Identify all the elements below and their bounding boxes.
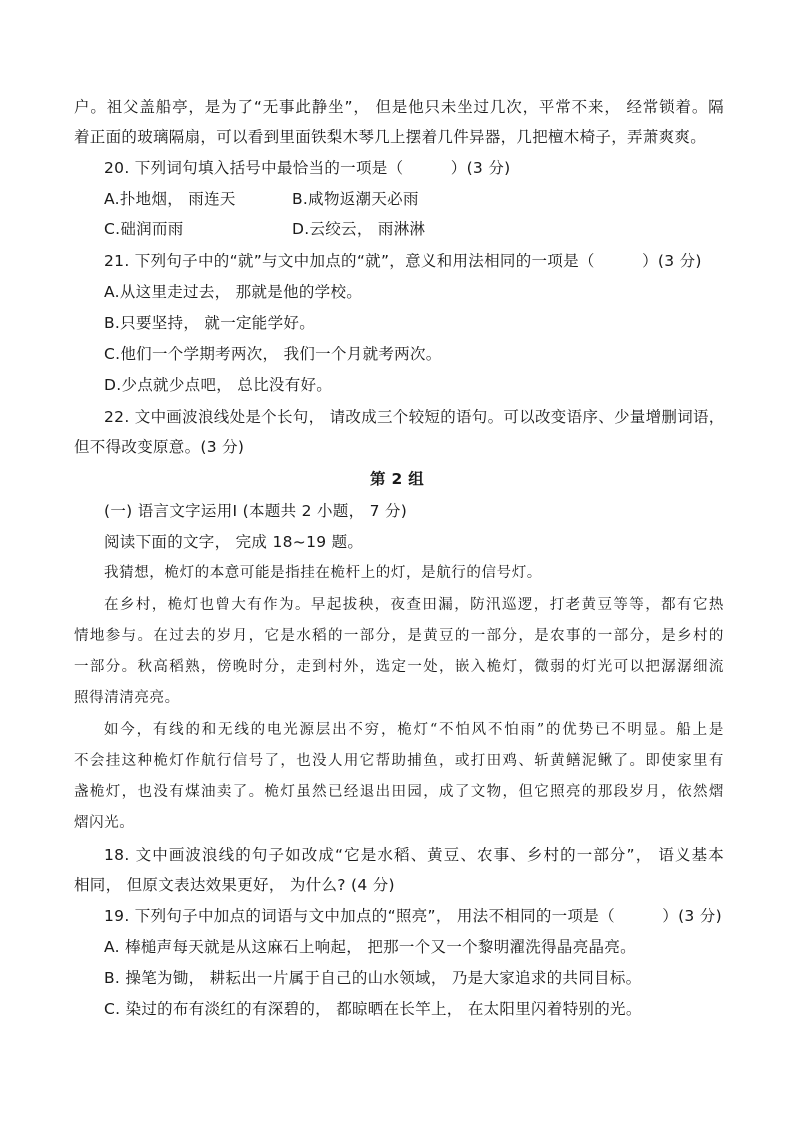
question-21-option-b: B.只要坚持， 就一定能学好。	[104, 314, 315, 332]
question-20-stem: 20. 下列词句填入括号中最恰当的一项是（ ）(3 分)	[104, 159, 511, 177]
question-21-option-c: C.他们一个学期考两次， 我们一个月就考两次。	[104, 345, 442, 363]
passage-continuation-line-2: 着正面的玻璃隔扇，可以看到里面铁梨木琴几上摆着几件异器，几把檀木椅子，弄萧爽爽。	[74, 128, 707, 146]
passage-paragraph-3-line-1: 如今，有线的和无线的电光源层出不穷，桅灯“不怕风不怕雨”的优势已不明显。船上是	[104, 722, 724, 738]
question-18-line-2: 相同， 但原文表达效果更好， 为什么? (4 分)	[74, 876, 395, 894]
passage-paragraph-1: 我猜想，桅灯的本意可能是指挂在桅杆上的灯，是航行的信号灯。	[104, 565, 542, 581]
question-21-stem: 21. 下列句子中的“就”与文中加点的“就”，意义和用法相同的一项是（ ）(3 分)	[104, 252, 702, 270]
passage-continuation-line-1: 户。祖父盖船亭，是为了“无事此静坐”， 但是他只未坐过几次，平常不来， 经常锁着。隔	[74, 98, 724, 116]
passage-paragraph-3-line-2: 不会挂这种桅灯作航行信号了，也没人用它帮助捕鱼，或打田鸡、斩黄鳝泥鳅了。即使家里有	[74, 753, 724, 769]
passage-paragraph-3-line-3: 盏桅灯，也没有煤油卖了。桅灯虽然已经退出田园，成了文物，但它照亮的那段岁月，依然熠	[74, 784, 724, 800]
passage-paragraph-3-line-4: 熠闪光。	[74, 815, 135, 831]
question-19-option-a: A. 棒槌声每天就是从这麻石上响起， 把那一个又一个黎明濯洗得晶亮晶亮。	[104, 938, 636, 956]
question-18-line-1: 18. 文中画波浪线的句子如改成“它是水稻、黄豆、农事、乡村的一部分”， 语义基本	[104, 846, 724, 864]
reading-instruction: 阅读下面的文字， 完成 18~19 题。	[104, 533, 364, 551]
group-heading: 第 2 组	[369, 470, 425, 488]
question-20-option-a: A.扑地烟， 雨连天	[104, 190, 236, 208]
passage-paragraph-2-line-4: 照得清清亮亮。	[74, 690, 180, 706]
question-21-option-d: D.少点就少点吧， 总比没有好。	[104, 376, 333, 394]
question-19-option-c: C. 染过的布有淡红的有深碧的， 都晾晒在长竿上， 在太阳里闪着特别的光。	[104, 1000, 642, 1018]
question-21-option-a: A.从这里走过去， 那就是他的学校。	[104, 283, 363, 301]
question-20-option-b: B.咸物返潮天必雨	[292, 190, 419, 208]
question-19-option-b: B. 操笔为锄， 耕耘出一片属于自己的山水领域， 乃是大家追求的共同目标。	[104, 969, 642, 987]
passage-paragraph-2-line-3: 一部分。秋高稻熟，傍晚时分，走到村外，选定一处，嵌入桅灯，微弱的灯光可以把潺潺细流	[74, 659, 724, 675]
question-22-line-2: 但不得改变原意。(3 分)	[74, 438, 245, 456]
passage-paragraph-2-line-2: 情地参与。在过去的岁月，它是水稻的一部分，是黄豆的一部分，是农事的一部分，是乡村的	[74, 628, 724, 644]
question-20-option-d: D.云绞云， 雨淋淋	[292, 220, 426, 238]
question-22-line-1: 22. 文中画波浪线处是个长句， 请改成三个较短的语句。可以改变语序、少量增删词语，	[104, 408, 725, 426]
section-title: (一) 语言文字运用Ⅰ (本题共 2 小题， 7 分)	[104, 502, 408, 520]
passage-paragraph-2-line-1: 在乡村，桅灯也曾大有作为。早起拔秧，夜查田漏，防汛巡逻，打老黄豆等等，都有它热	[104, 597, 724, 613]
question-20-option-c: C.础润而雨	[104, 220, 184, 238]
question-19-stem: 19. 下列句子中加点的词语与文中加点的“照亮”， 用法不相同的一项是（ ）(3 分)	[104, 907, 722, 925]
